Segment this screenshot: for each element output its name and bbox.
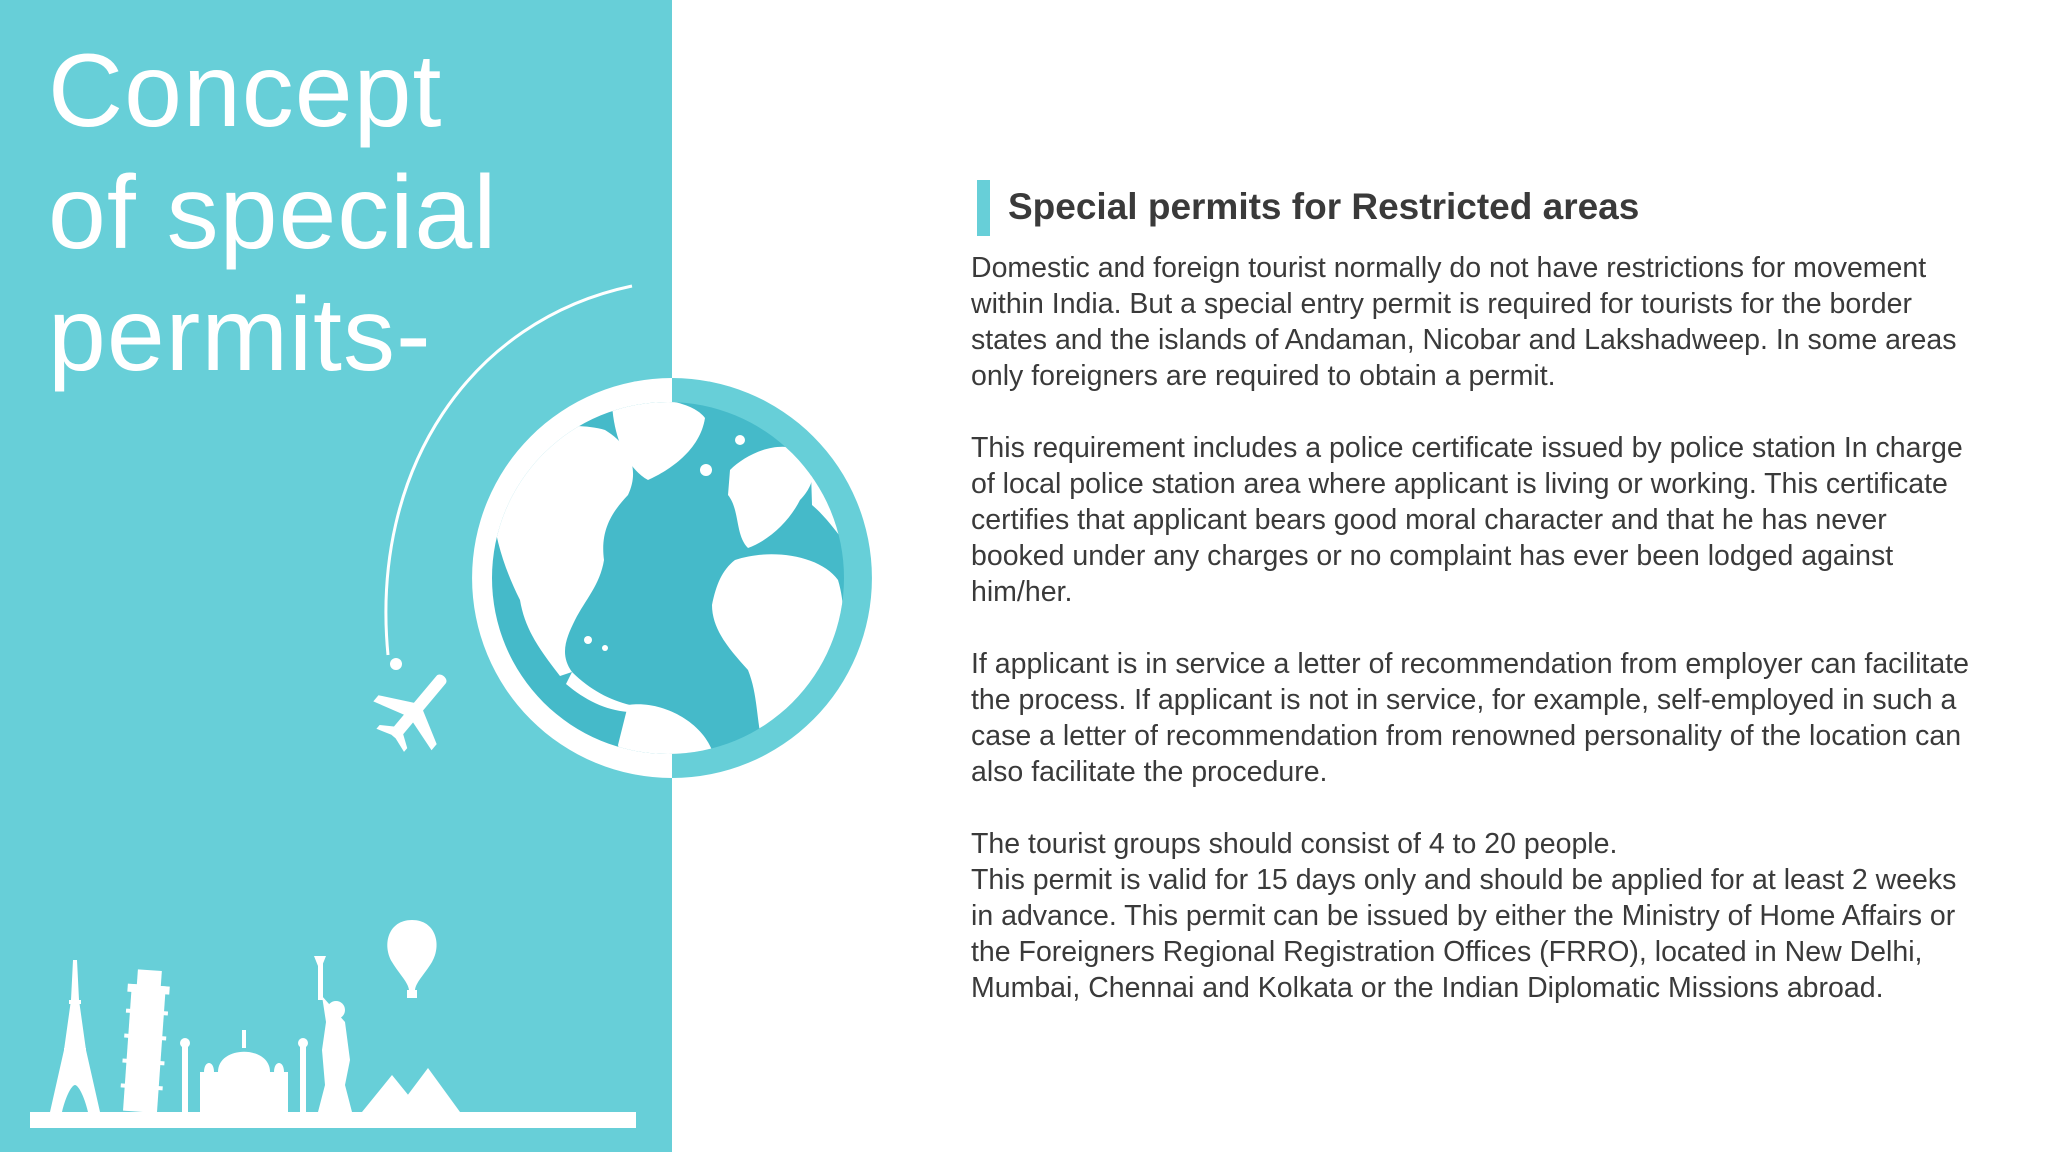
paragraph-restrictions: Domestic and foreign tourist normally do not have restrictions for movement within India. But a special entry permit is required for tourists for the border states and the islands of Andaman, Nicobar and Lakshadweep. In some areas only foreigners are required to obtain a permit.	[971, 252, 1957, 392]
title-line-1: Concept	[48, 33, 443, 149]
section-heading-text: Special permits for Restricted areas	[1008, 186, 1640, 227]
travel-illustration	[0, 0, 900, 1152]
content-area	[971, 178, 1971, 1006]
title-line-3: permits-	[48, 277, 432, 393]
paragraph-group-size: The tourist groups should consist of 4 to 20 people.	[971, 828, 1618, 860]
eiffel-tower-icon	[50, 960, 100, 1112]
heading-accent-bar	[977, 180, 990, 236]
skyline-ground	[30, 1112, 636, 1128]
leaning-tower-icon	[119, 969, 171, 1114]
airplane-icon	[361, 652, 473, 765]
flight-path-dot	[390, 658, 402, 670]
statue-of-liberty-icon	[314, 956, 352, 1112]
paragraph-recommendation: If applicant is in service a letter of recommendation from employer can facilitate the process. If applicant is not in service, for example, self-employed in such a case a letter of recommendation from renowned personality of the location can also facilitate the procedure.	[971, 648, 1969, 788]
pyramids-icon	[362, 1068, 460, 1112]
title-line-2: of special	[48, 155, 498, 271]
hot-air-balloon-icon	[387, 920, 436, 998]
paragraph-validity: This permit is valid for 15 days only and should be applied for at least 2 weeks in advance. This permit can be issued by either the Ministry of Home Affairs or the Foreigners Regional Registration Offices (FRRO), located in New Delhi, Mumbai, Chennai and Kolkata or the Indian Diplomatic Missions abroad.	[971, 864, 1957, 1004]
globe-icon	[472, 378, 872, 860]
section-heading	[971, 178, 1971, 238]
taj-mahal-icon	[180, 1030, 308, 1112]
paragraph-police-certificate: This requirement includes a police certificate issued by police station In charge of local police station area where applicant is living or working. This certificate certifies that applicant bears good moral character and that he has never booked under any charges or no complaint has ever been lodged against him/her.	[971, 432, 1963, 608]
